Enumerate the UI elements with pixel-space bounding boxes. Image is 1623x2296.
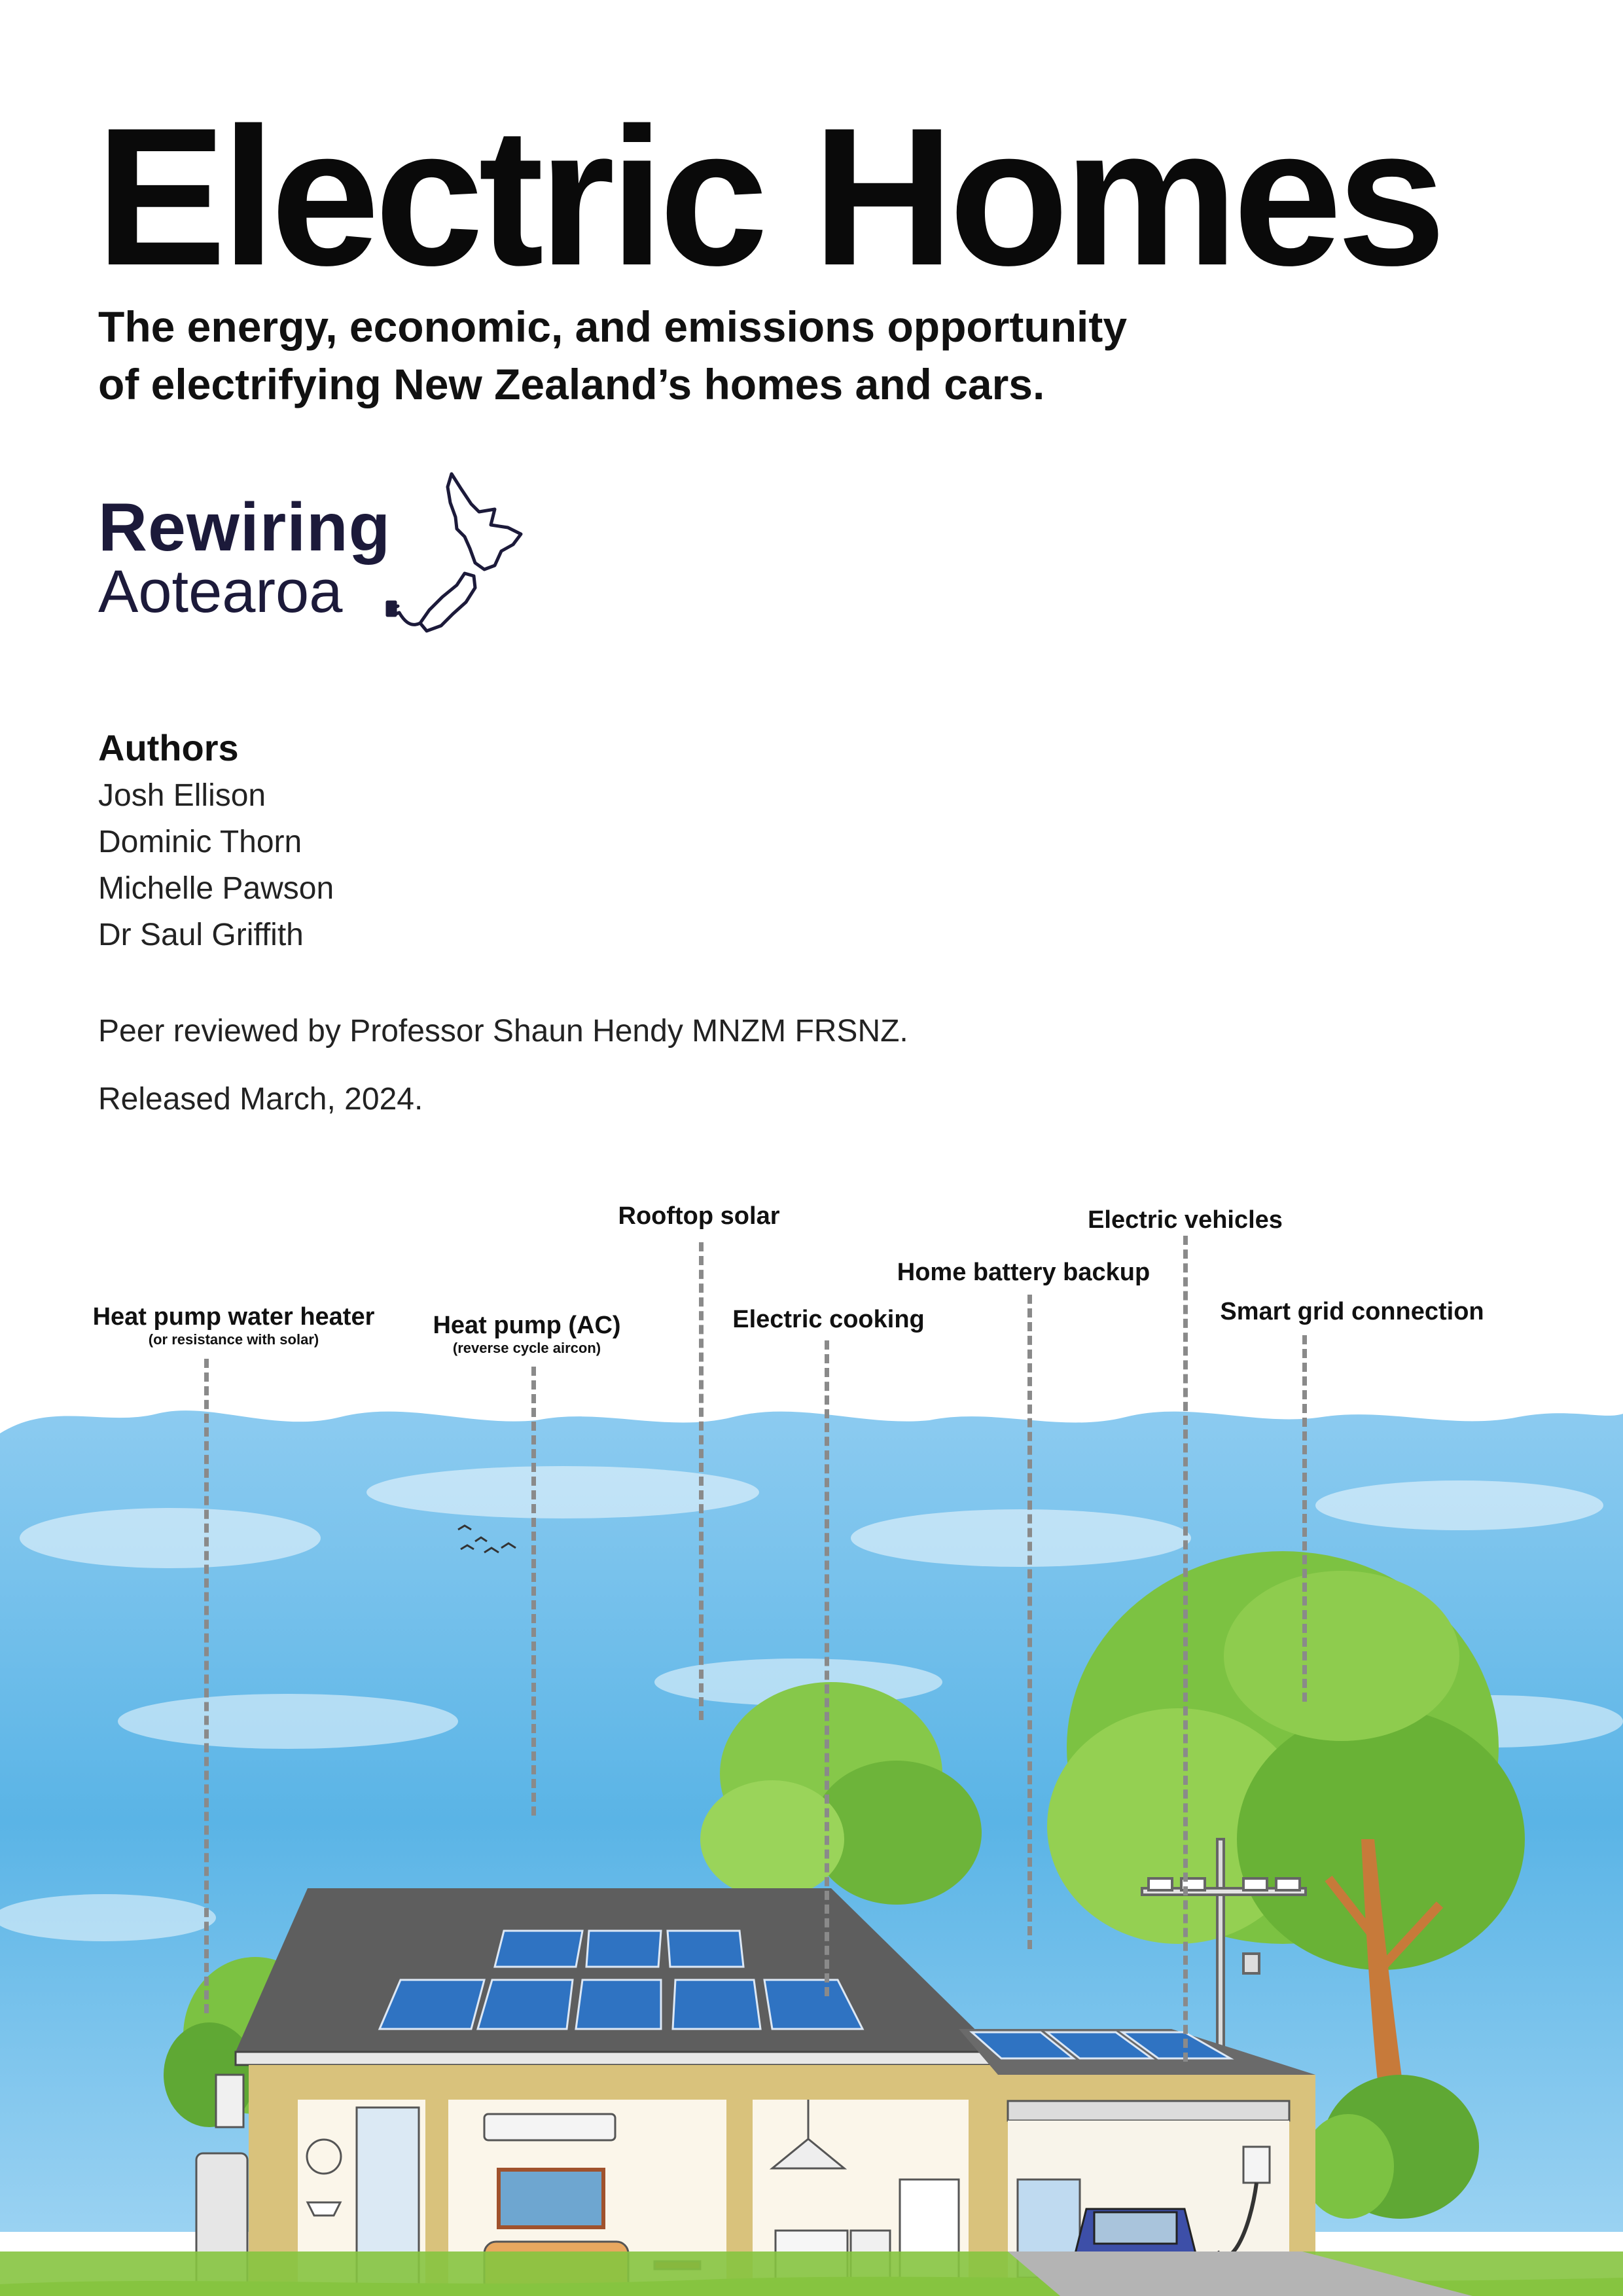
peer-review-note: Peer reviewed by Professor Shaun Hendy MNZM FRSNZ. (98, 1014, 908, 1049)
electric-home-illustration (0, 1165, 1623, 2296)
leader-line (531, 1367, 536, 1816)
logo-word-rewiring: Rewiring (98, 490, 391, 565)
leader-line (1027, 1295, 1032, 1949)
subtitle-line-1: The energy, economic, and emissions opportunity (98, 302, 1128, 351)
leader-line (1183, 1236, 1188, 2062)
new-zealand-plug-icon (373, 471, 530, 635)
callout-rooftop-solar: Rooftop solar (618, 1202, 780, 1230)
leader-line (699, 1242, 704, 1720)
callout-electric-vehicles: Electric vehicles (1088, 1206, 1283, 1234)
author-name: Dr Saul Griffith (98, 918, 304, 952)
leader-line (204, 1359, 209, 2013)
callout-smart-grid-connection: Smart grid connection (1220, 1298, 1484, 1325)
subtitle (98, 298, 1342, 413)
authors-heading: Authors (98, 727, 239, 768)
callout-heat-pump-water-heater: Heat pump water heater (or resistance with solar) (92, 1303, 375, 1348)
callout-electric-cooking: Electric cooking (732, 1306, 925, 1333)
subtitle-line-2: of electrifying New Zealand’s homes and cars. (98, 360, 1045, 408)
logo-word-aotearoa: Aotearoa (98, 558, 343, 625)
callout-home-battery-backup: Home battery backup (897, 1259, 1150, 1286)
callout-heat-pump-ac: Heat pump (AC) (reverse cycle aircon) (433, 1312, 621, 1356)
house-scene-art (0, 1381, 1623, 2296)
release-date: Released March, 2024. (98, 1082, 423, 1117)
rewiring-aotearoa-logo (98, 471, 530, 635)
author-name: Michelle Pawson (98, 871, 334, 906)
author-name: Dominic Thorn (98, 825, 302, 859)
leader-line (1302, 1335, 1307, 1702)
leader-line (825, 1340, 829, 1996)
authors-list (98, 772, 334, 958)
author-name: Josh Ellison (98, 778, 266, 813)
page-title: Electric Homes (96, 86, 1441, 306)
